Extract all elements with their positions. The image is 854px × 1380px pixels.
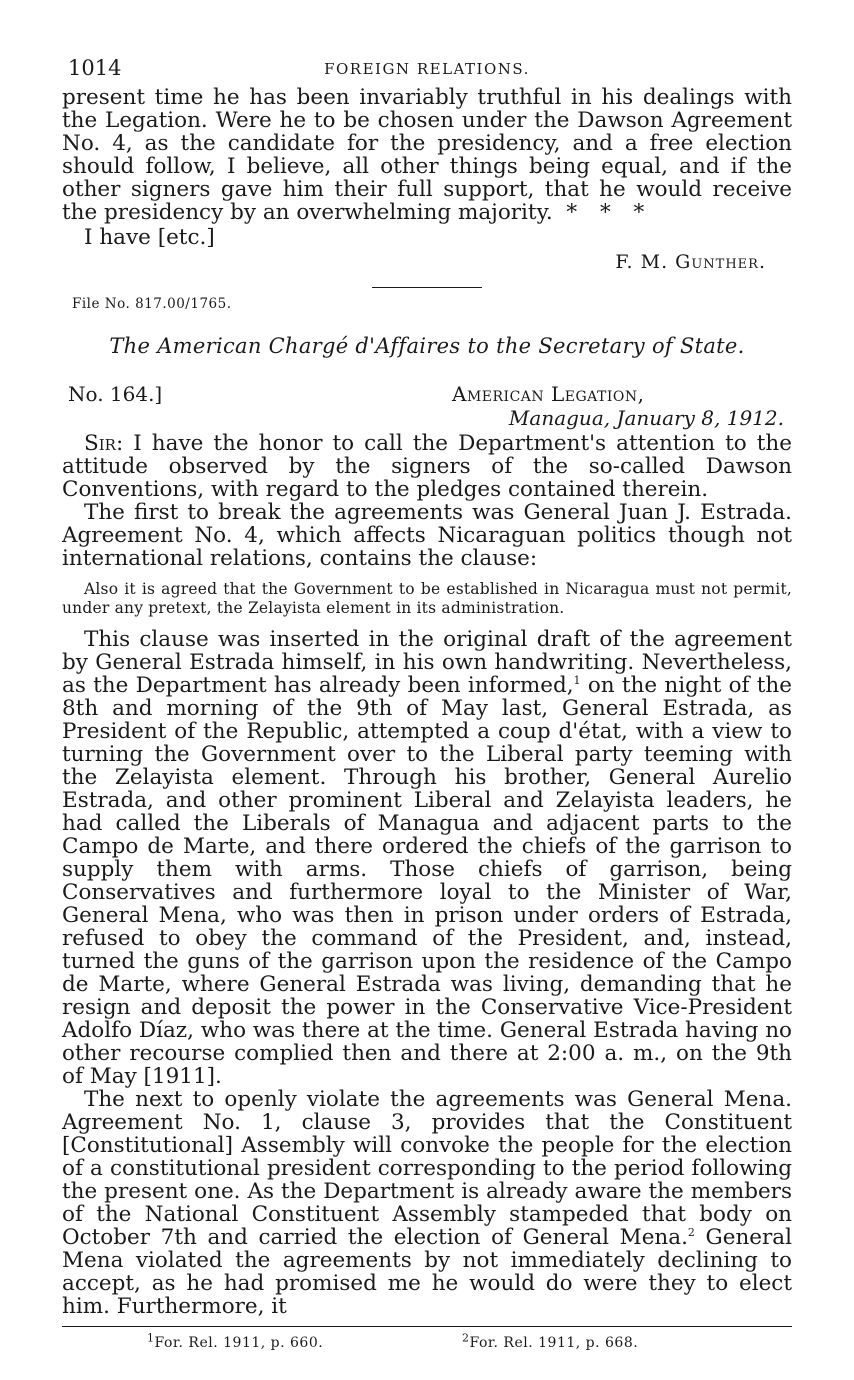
dateline bbox=[62, 382, 792, 406]
signature-name: F. M. Gunther. bbox=[615, 251, 766, 273]
document-page bbox=[62, 56, 792, 1355]
footnote-divider bbox=[62, 1326, 792, 1327]
paragraph-2: The first to break the agreements was General Juan J. Estrada. Agreement No. 4, which affects Nicaraguan politics though not international relations, contains the clause: bbox=[62, 500, 792, 571]
page-number: 1014 bbox=[68, 56, 122, 80]
paragraph-3-text-b: on the night of the 8th and morning of the 9th of May last, General Estrada, as President of the Republic, attempted a coup d'état, with a view to turning the Government over to the Liberal party teeming with the Zelayista element. Through his brother, General Aurelio Estrada, and other prominent Liberal and Zelayista leaders, he had called the Liberals of Managua and adjacent parts to the Campo de Marte, and there ordered the chiefs of the garrison to supply them with arms. Those chiefs of garrison, being Conservatives and furthermore loyal to the Minister of War, General Mena, who was then in prison under orders of Estrada, refused to obey the command of the President, and, instead, turned the guns of the garrison upon the residence of the Campo de Marte, where General Estrada was living, demanding that he resign and deposit the power in the Conservative Vice-President Adolfo Díaz, who was there at the time. General Estrada having no other recourse complied then and there at 2:00 a. m., on the 9th of May [1911]. bbox=[62, 673, 792, 1089]
paragraph-4-text-a: The next to openly violate the agreements was General Mena. Agreement No. 1, clause 3, provides that the Constituent [Constitutional] Assembly will convoke the people for the election of a constitutional president corresponding to the period following the present one. As the Department is already aware the members of the National Constituent Assembly stampeded that body on October 7th and carried the election of General Mena. bbox=[62, 1087, 792, 1250]
section-divider bbox=[372, 287, 482, 288]
paragraph-4-text-b: General Mena violated the agreements by not immediately declining to accept, as he had promised me he would do were they to elect him. Furthermore, it bbox=[62, 1225, 792, 1319]
footnote-ref-2[interactable]: 2 bbox=[687, 1225, 695, 1239]
signature bbox=[62, 251, 766, 273]
paragraph-1 bbox=[62, 432, 792, 501]
legation-heading: American Legation, bbox=[452, 382, 645, 406]
paragraph-4 bbox=[62, 1088, 792, 1318]
footnote-1-mark: 1 bbox=[147, 1331, 155, 1345]
footnote-1 bbox=[147, 1331, 324, 1351]
footnote-2 bbox=[462, 1331, 639, 1351]
footnote-ref-1[interactable]: 1 bbox=[573, 673, 581, 687]
salutation: Sir bbox=[84, 431, 116, 456]
paragraph-3 bbox=[62, 628, 792, 1088]
dispatch-number: No. 164.] bbox=[68, 382, 163, 406]
document-title: The American Chargé d'Affaires to the Secretary of State. bbox=[109, 334, 745, 358]
footnote-1-text: For. Rel. 1911, p. 660. bbox=[154, 1335, 324, 1351]
block-quote: Also it is agreed that the Government to be established in Nicaragua must not permit, under any pretext, the Zelayista element in its administration. bbox=[62, 580, 792, 617]
footnotes bbox=[62, 1331, 792, 1355]
file-number: File No. 817.00/1765. bbox=[72, 296, 232, 312]
paragraph-1-text: : I have the honor to call the Department's attention to the attitude observed by the signers of the so-called Dawson Conventions, with regard to the pledges contained therein. bbox=[62, 431, 792, 502]
paragraph-3-text-a: This clause was inserted in the original draft of the agreement by General Estrada himself, in his own handwriting. Nevertheless, as the Department has already been informed, bbox=[62, 627, 792, 698]
footnote-2-text: For. Rel. 1911, p. 668. bbox=[469, 1335, 639, 1351]
continuation-paragraph bbox=[62, 86, 792, 224]
footnote-2-mark: 2 bbox=[462, 1331, 470, 1345]
closing-formula: I have [etc.] bbox=[84, 225, 215, 250]
continuation-text: present time he has been invariably truthful in his dealings with the Legation. Were he to be chosen under the Dawson Agreement No. 4, as the candidate for the presidency, and a free election should follow, I believe, all other things being equal, and if the other signers gave him their full support, that he would receive the presidency by an overwhelming majority. bbox=[62, 85, 792, 225]
place-and-date: Managua, January 8, 1912. bbox=[508, 406, 784, 430]
ellipsis-stars: * * * bbox=[566, 200, 653, 225]
running-head: FOREIGN RELATIONS. bbox=[324, 60, 530, 78]
page-header bbox=[62, 56, 792, 86]
